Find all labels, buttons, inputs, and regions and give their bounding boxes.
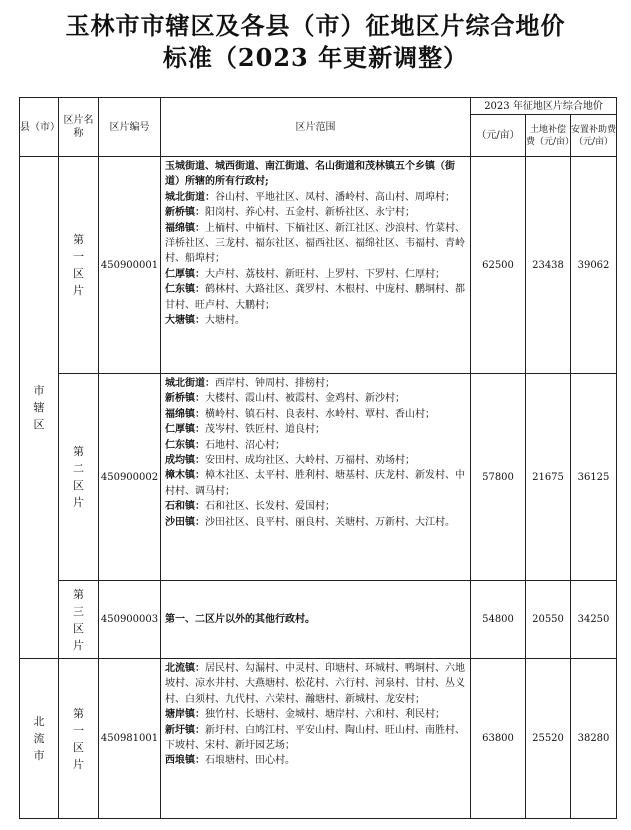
zone-code: 450900001: [99, 157, 161, 374]
scope-place: 石和镇：: [165, 501, 205, 513]
zone-name-cell: [59, 374, 99, 581]
scope-villages: 上栭村、中栭村、下栭社区、新江社区、沙浪村、竹菜村、洋桥社区、三龙村、福东社区、福西社区、福绵社区、韦福村、青岭村、船埠村；: [165, 222, 465, 265]
scope-entry: [165, 407, 467, 422]
scope-entry: [165, 190, 467, 205]
zone-resettlement: 36125: [571, 374, 617, 581]
zone-name: 第一区片: [73, 706, 84, 771]
scope-villages: 大卢村、荔枝村、新旺村、上罗村、下罗村、仁厚村；: [205, 268, 445, 280]
zone-code: 450900003: [99, 581, 161, 659]
scope-place: 北流镇：: [165, 663, 205, 674]
scope-place: 成均镇：: [165, 455, 205, 467]
scope-entry: [165, 515, 467, 530]
county-cell: [20, 157, 59, 659]
scope-entry: [165, 422, 467, 437]
zone-scope: [161, 374, 471, 581]
scope-place: 大塘镇：: [165, 315, 205, 327]
scope-entry: [165, 661, 467, 707]
zone-land-compensation: 21675: [526, 374, 571, 581]
scope-villages: 谷山村、平地社区、凤村、潘岭村、高山村、周埠村；: [215, 191, 455, 203]
header-price-group: 2023 年征地区片综合地价: [471, 98, 617, 115]
scope-place: 塘岸镇：: [165, 709, 205, 721]
scope-villages: 安田村、成均社区、大岭村、万福村、劝场村；: [205, 455, 415, 467]
scope-entry: [165, 376, 467, 391]
scope-entry: [165, 221, 467, 267]
scope-villages: 大塘村。: [205, 315, 245, 327]
scope-villages: 鹤林村、大路社区、龚罗村、木根村、中庞村、鹏垌村、都甘村、旺卢村、大鹏村；: [165, 284, 465, 311]
scope-entry: [165, 391, 467, 406]
land-price-table: [19, 97, 617, 819]
document-title-line-2: 标准（2023 年更新调整）: [162, 43, 469, 72]
scope-villages: 居民村、勾漏村、中灵村、印塘村、环城村、鸭垌村、六地坡村、凉水井村、大燕塘村、松花村、六行村、河泉村、甘村、丛义村、白须村、九代村、六荣村、瀚塘村、新城村、龙安村；: [165, 663, 465, 705]
scope-place: 樟木镇：: [165, 470, 205, 482]
scope-villages: 大楼村、霞山村、被霞村、金鸡村、新沙村；: [205, 393, 405, 405]
zone-name-cell: [59, 581, 99, 659]
zone-price: 63800: [471, 659, 526, 819]
county-name: 北流市: [33, 715, 45, 762]
scope-entry: [165, 499, 467, 514]
header-scope: 区片范围: [161, 98, 471, 157]
scope-villages: 阳岗村、养心村、五金村、新桥社区、永宁村；: [205, 207, 415, 219]
scope-place: 新桥镇：: [165, 207, 205, 219]
zone-name: 第一区片: [73, 233, 84, 297]
scope-villages: 新圩村、白鸠江村、平安山村、陶山村、旺山村、南胜村、下坡村、宋村、新圩园艺场；: [165, 724, 465, 752]
zone-resettlement: 39062: [571, 157, 617, 374]
scope-villages: 石地村、沼心村；: [205, 439, 285, 451]
scope-place: 仁厚镇：: [165, 424, 205, 436]
zone-land-compensation: 20550: [526, 581, 571, 659]
zone-resettlement: 34250: [571, 581, 617, 659]
scope-entry: [165, 282, 467, 313]
zone-scope: [161, 659, 471, 819]
scope-entry: [165, 267, 467, 282]
scope-entry: [165, 753, 467, 768]
zone-price: 54800: [471, 581, 526, 659]
header-county: 县（市）: [20, 98, 59, 157]
scope-entry: [165, 438, 467, 453]
zone-land-compensation: 25520: [526, 659, 571, 819]
county-name: 市辖区: [33, 384, 45, 431]
zone-scope: [161, 581, 471, 659]
zone-land-compensation: 23438: [526, 157, 571, 374]
zone-resettlement: 38280: [571, 659, 617, 819]
zone-name: 第三区片: [73, 587, 84, 652]
scope-entry: [165, 707, 467, 722]
zone-name-cell: [59, 659, 99, 819]
scope-villages: 独竹村、长塘村、金城村、塘岸村、六和村、利民村；: [205, 709, 445, 721]
document-title-line-1: 玉林市市辖区及各县（市）征地区片综合地价: [65, 11, 566, 40]
scope-villages: 石和社区、长发村、爱国村；: [205, 501, 335, 513]
scope-villages: 石埌塘村、田心村。: [205, 755, 295, 767]
scope-place: 新桥镇：: [165, 393, 205, 405]
scope-intro: 玉城街道、城西街道、南江街道、名山街道和茂林镇五个乡镇（街道）所辖的所有行政村;: [165, 161, 455, 188]
header-land-compensation: 土地补偿费（元/亩）: [526, 115, 571, 157]
zone-code: 450981001: [99, 659, 161, 819]
scope-place: 仁东镇：: [165, 439, 205, 451]
scope-villages: 横岭村、镇石村、良表村、水岭村、覃村、香山村；: [205, 408, 435, 420]
scope-entry: [165, 313, 467, 328]
scope-villages: 沙田社区、良平村、丽良村、关塘村、万新村、大江村。: [205, 516, 455, 528]
scope-place: 城北街道：: [165, 378, 215, 389]
header-resettlement: 安置补助费（元/亩）: [571, 115, 617, 157]
header-price: （元/亩）: [471, 115, 526, 157]
zone-scope: [161, 157, 471, 374]
zone-price: 57800: [471, 374, 526, 581]
scope-text: 第一、二区片以外的其他行政村。: [165, 613, 315, 625]
scope-entry: [165, 205, 467, 220]
zone-code: 450900002: [99, 374, 161, 581]
scope-place: 仁厚镇：: [165, 268, 205, 280]
scope-villages: 茂岑村、铁匠村、道良村；: [205, 424, 325, 436]
scope-place: 新圩镇：: [165, 724, 205, 736]
scope-place: 福绵镇：: [165, 408, 205, 420]
zone-name: 第二区片: [73, 445, 84, 509]
zone-price: 62500: [471, 157, 526, 374]
scope-villages: 西岸村、钟周村、排榜村；: [215, 378, 335, 389]
scope-place: 城北街道：: [165, 191, 215, 203]
scope-place: 福绵镇：: [165, 222, 205, 234]
scope-place: 仁东镇：: [165, 284, 205, 296]
header-zone-code: 区片编号: [99, 98, 161, 157]
scope-villages: 樟木社区、太平村、胜利村、塘基村、庆龙村、新发村、中村村、调马村；: [165, 470, 465, 497]
county-cell: [20, 659, 59, 819]
scope-entry: [165, 723, 467, 754]
zone-name-cell: [59, 157, 99, 374]
scope-place: 西埌镇：: [165, 755, 205, 767]
scope-entry: [165, 453, 467, 468]
scope-place: 沙田镇：: [165, 516, 205, 528]
scope-entry: [165, 468, 467, 499]
header-zone-name: 区片名称: [59, 98, 99, 157]
